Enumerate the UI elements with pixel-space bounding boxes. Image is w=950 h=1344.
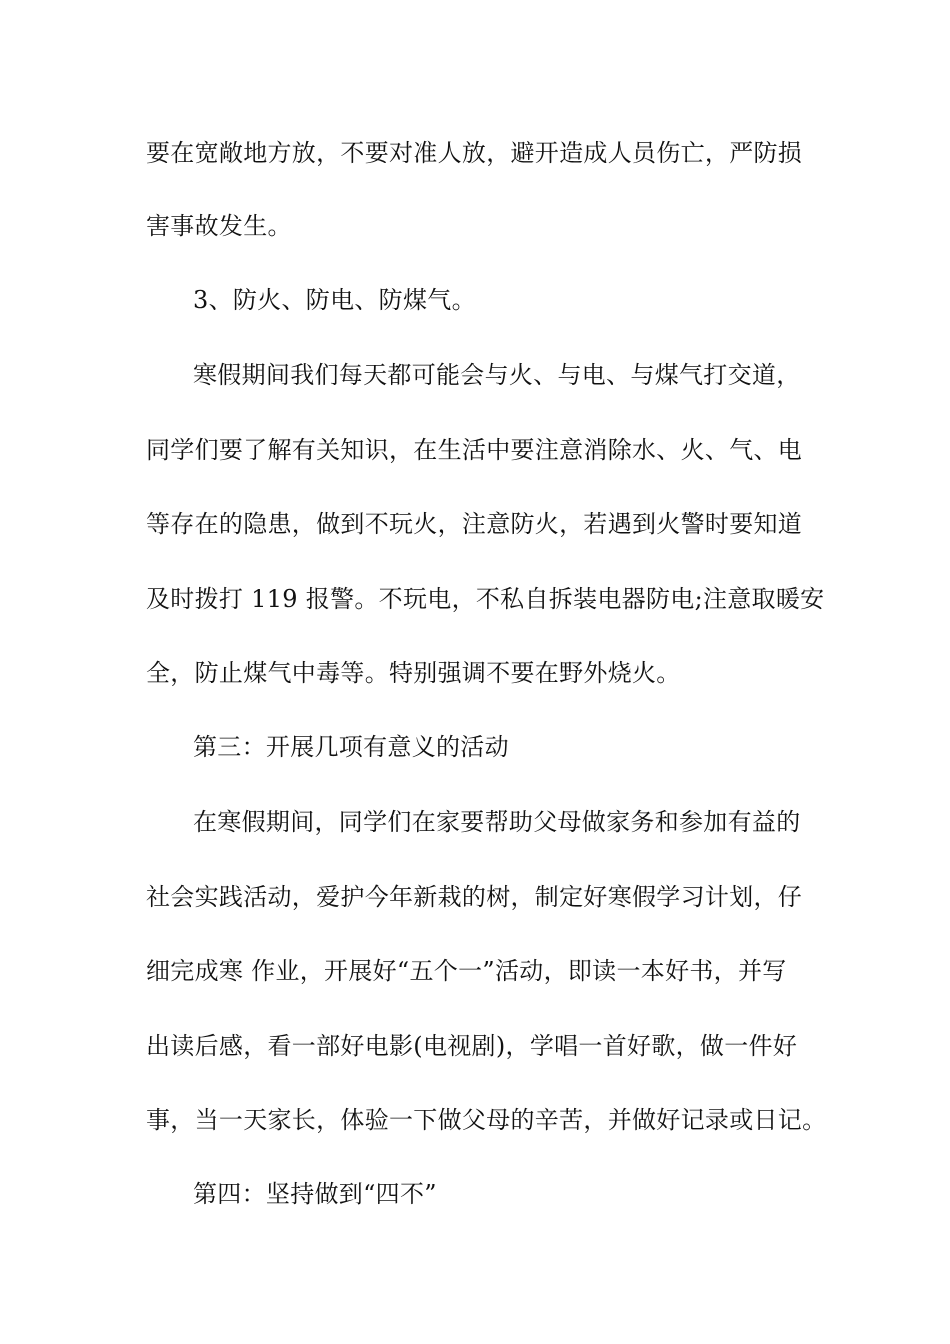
paragraph-line: 等存在的隐患，做到不玩火，注意防火，若遇到火警时要知道 xyxy=(146,510,803,538)
paragraph-line: 全，防止煤气中毒等。特别强调不要在野外烧火。 xyxy=(146,659,681,687)
paragraph-line: 细完成寒 作业，开展好“五个一”活动，即读一本好书，并写 xyxy=(146,957,787,985)
paragraph-line: 及时拨打 119 报警。不玩电，不私自拆装电器防电;注意取暖安 xyxy=(146,585,825,613)
section-heading: 第三：开展几项有意义的活动 xyxy=(193,733,509,761)
paragraph-line: 在寒假期间，同学们在家要帮助父母做家务和参加有益的 xyxy=(193,808,801,836)
paragraph-line: 害事故发生。 xyxy=(146,212,292,240)
section-heading: 3、防火、防电、防煤气。 xyxy=(193,286,476,314)
paragraph-line: 社会实践活动，爱护今年新栽的树，制定好寒假学习计划，仔 xyxy=(146,883,803,911)
paragraph-line: 事，当一天家长，体验一下做父母的辛苦，并做好记录或日记。 xyxy=(146,1106,827,1134)
paragraph-line: 同学们要了解有关知识，在生活中要注意消除水、火、气、电 xyxy=(146,436,803,464)
paragraph-line: 要在宽敞地方放，不要对准人放，避开造成人员伤亡，严防损 xyxy=(146,139,803,167)
section-heading: 第四：坚持做到“四不” xyxy=(193,1180,437,1208)
paragraph-line: 寒假期间我们每天都可能会与火、与电、与煤气打交道， xyxy=(193,361,801,389)
paragraph-line: 出读后感，看一部好电影(电视剧)，学唱一首好歌，做一件好 xyxy=(146,1032,798,1060)
